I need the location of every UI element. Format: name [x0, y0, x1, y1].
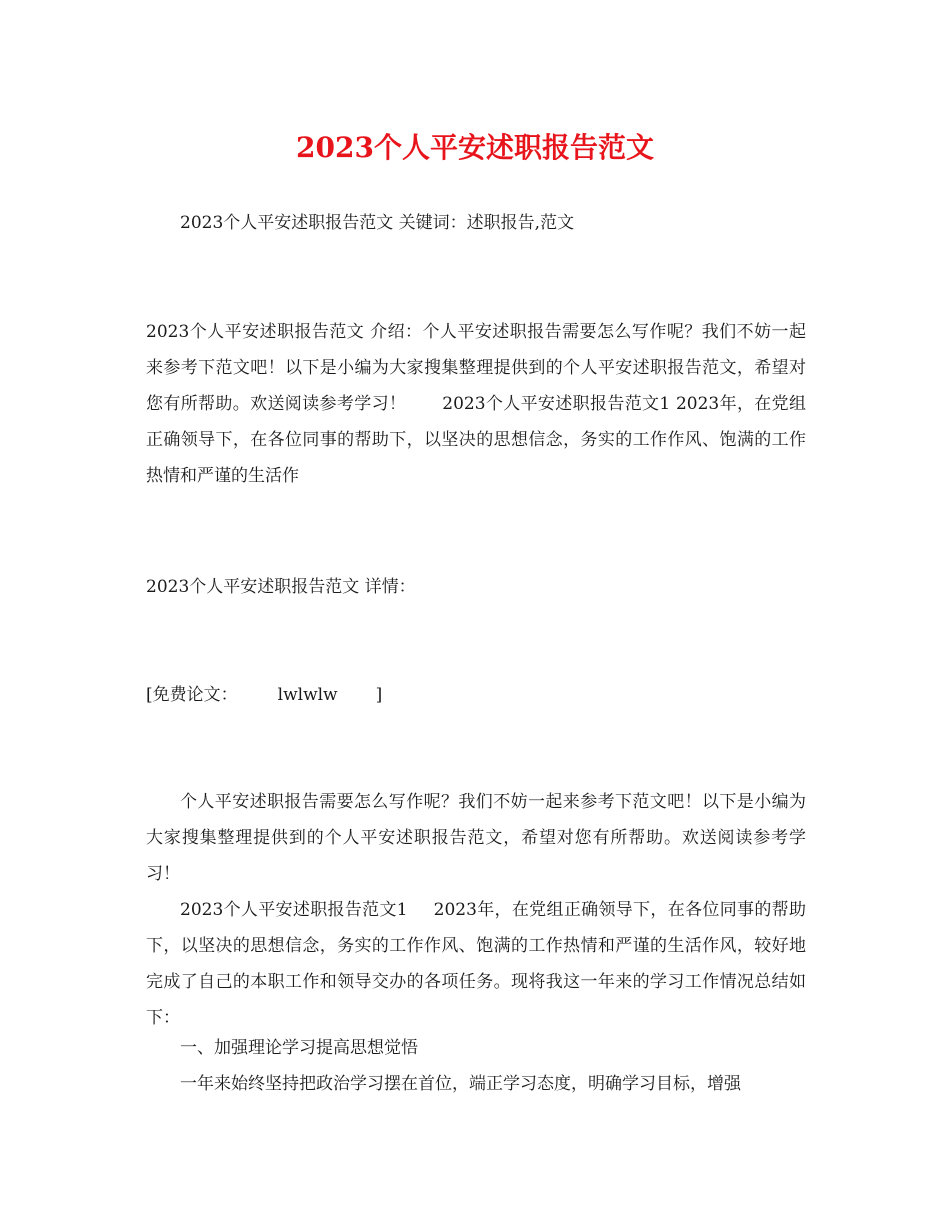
free-close: ] — [375, 685, 383, 705]
intro-text: 2023个人平安述职报告范文 介绍：个人平安述职报告需要怎么写作呢？我们不妨一起来参考下范文吧！以下是小编为大家搜集整理提供到的个人平安述职报告范文，希望对您有所帮助。欢送阅读参考学习！ — [146, 322, 806, 414]
para2-body: 2023年，在党组正确领导下，在各位同事的帮助下，以坚决的思想信念，务实的工作作风、饱满的工作热情和严谨的生活作风，较好地完成了自己的本职工作和领导交办的各项任务。现将我这一年来的学习工作情况总结如下： — [146, 900, 806, 1028]
section-body-1: 一年来始终坚持把政治学习摆在首位，端正学习态度，明确学习目标，增强 — [180, 1074, 741, 1094]
keywords-line: 2023个人平安述职报告范文 关键词：述职报告,范文 — [180, 213, 575, 233]
body-paragraph-1: 个人平安述职报告需要怎么写作呢？我们不妨一起来参考下范文吧！以下是小编为大家搜集整理提供到的个人平安述职报告范文，希望对您有所帮助。欢送阅读参考学习！ — [146, 792, 806, 884]
section-heading-1: 一、加强理论学习提高思想觉悟 — [180, 1038, 418, 1058]
details-line: 2023个人平安述职报告范文 详情： — [146, 577, 416, 597]
intro-paragraph — [146, 314, 806, 494]
para2-heading: 2023个人平安述职报告范文1 — [180, 900, 408, 920]
body-paragraph-2 — [146, 892, 806, 1036]
intro-heading: 2023个人平安述职报告范文1 — [442, 394, 671, 414]
intro-body: 2023年，在党组正确领导下，在各位同事的帮助下，以坚决的思想信念，务实的工作作风、饱满的工作热情和严谨的生活作 — [146, 394, 807, 486]
free-label: [免费论文： — [146, 685, 238, 705]
free-paper-line — [146, 683, 382, 707]
document-title: 2023个人平安述职报告范文 — [296, 131, 654, 164]
free-code: lwlwlw — [277, 685, 338, 705]
